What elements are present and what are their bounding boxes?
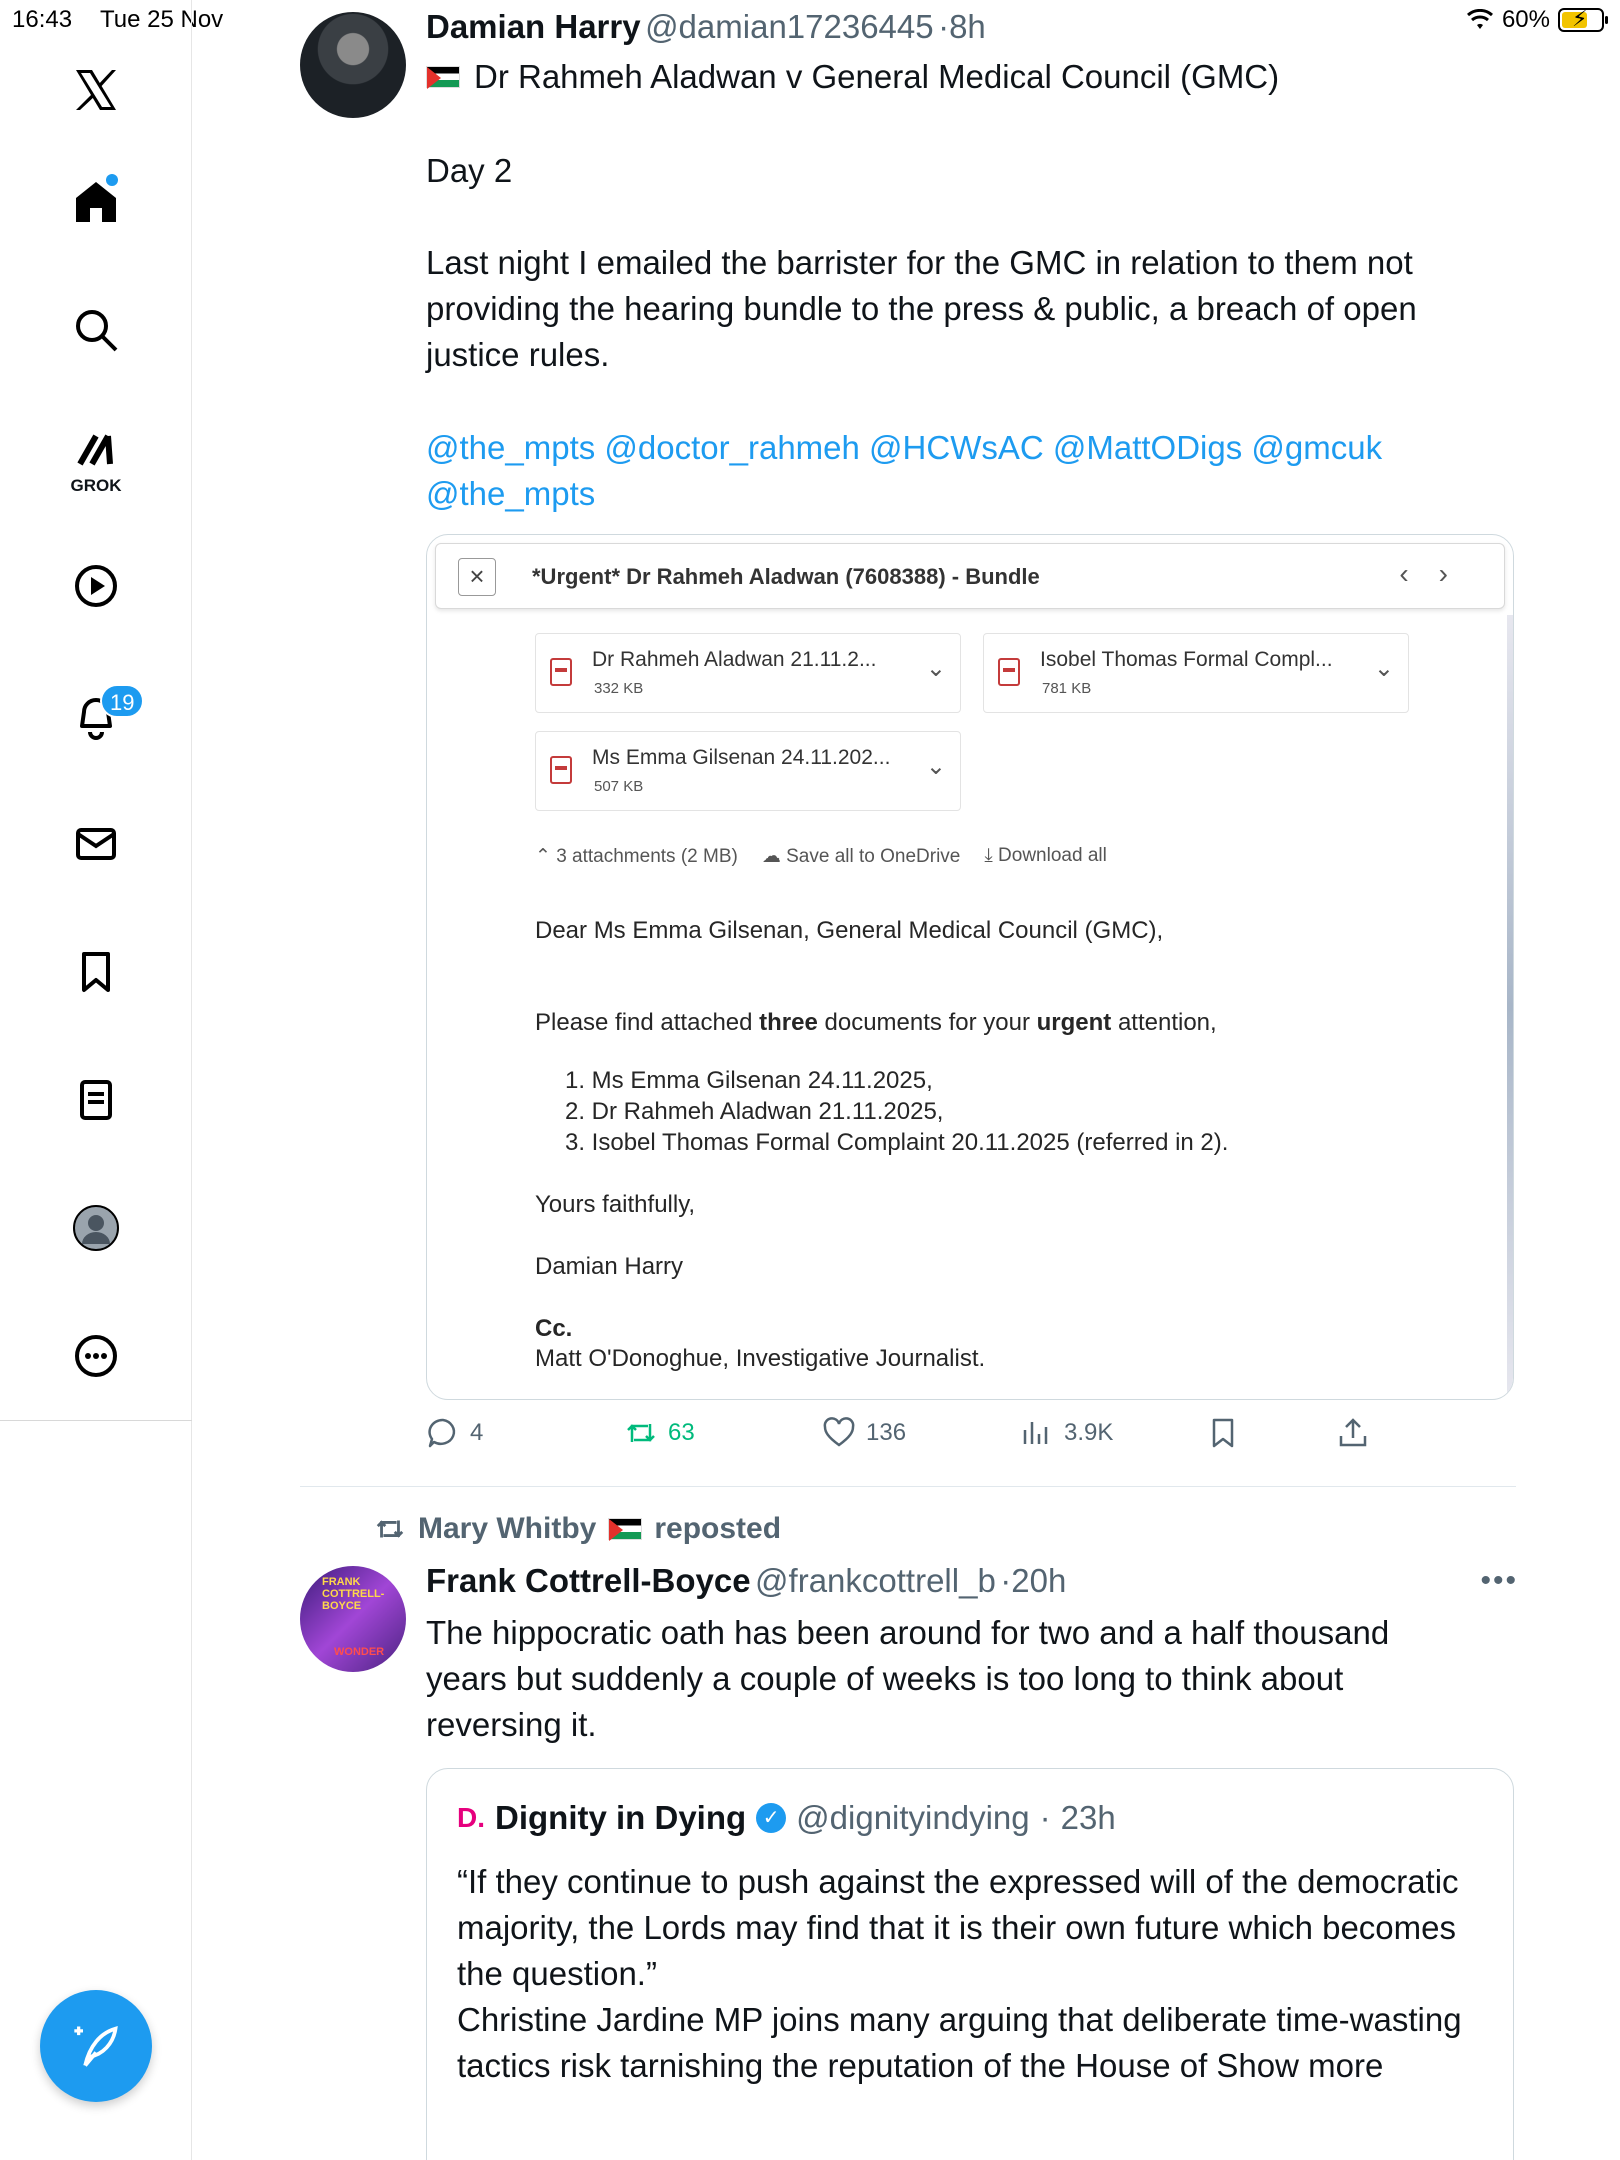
attachment-name: Dr Rahmeh Aladwan 21.11.2... — [592, 648, 877, 671]
download-all: ⤓ Download all — [984, 845, 1107, 866]
email-cc-label: Cc. — [535, 1315, 573, 1342]
email-header-bar — [435, 543, 1505, 609]
grok-icon[interactable] — [66, 420, 126, 480]
chevron-down-icon: ⌄ — [1373, 655, 1394, 682]
sidebar-divider — [0, 1420, 192, 1421]
tweet-day-line: Day 2 — [426, 152, 513, 189]
views-count: 3.9K — [1064, 1419, 1114, 1446]
tweet-separator — [300, 1486, 1516, 1487]
email-signature: Damian Harry — [535, 1253, 684, 1280]
status-date: Tue 25 Nov — [100, 6, 224, 33]
email-greeting: Dear Ms Emma Gilsenan, General Medical Council (GMC), — [535, 917, 1164, 944]
video-play-icon[interactable] — [66, 556, 126, 616]
grok-label: GROK — [70, 476, 122, 495]
bookmarks-icon[interactable] — [66, 942, 126, 1002]
tweet-age[interactable]: 8h — [949, 8, 986, 45]
attachment-size: 507 KB — [594, 778, 644, 795]
more-options-icon[interactable] — [66, 1326, 126, 1386]
battery-percent: 60% — [1501, 6, 1550, 33]
tweet-header — [426, 1562, 1066, 1600]
list-item: 2. Dr Rahmeh Aladwan 21.11.2025, — [565, 1098, 944, 1125]
compose-post-button[interactable] — [40, 1990, 152, 2102]
pdf-file-icon — [998, 658, 1020, 686]
author-name[interactable]: Frank Cottrell-Boyce — [426, 1562, 751, 1599]
attachments-summary: ⌃ 3 attachments (2 MB) — [535, 846, 738, 867]
quoted-tweet-age: 23h — [1060, 1799, 1116, 1836]
search-icon[interactable] — [66, 300, 126, 360]
attachment-size: 781 KB — [1042, 680, 1092, 697]
like-count: 136 — [866, 1419, 907, 1446]
more-options-icon[interactable]: ••• — [1480, 1564, 1518, 1597]
reply-count: 4 — [470, 1419, 484, 1446]
tweet-subject-line — [426, 58, 1279, 96]
author-name[interactable]: Damian Harry — [426, 8, 641, 45]
messages-mail-icon[interactable] — [66, 814, 126, 874]
email-attachment — [535, 731, 961, 811]
author-handle[interactable]: @damian17236445 — [645, 8, 934, 45]
views-button[interactable] — [1020, 1416, 1113, 1450]
tweet-paragraph: Last night I emailed the barrister for the GMC in relation to them not providing the hearing bundle to the press & public, a breach of open justice rules. — [426, 244, 1417, 373]
email-document-list — [565, 1065, 1228, 1158]
repost-icon — [374, 1513, 406, 1545]
battery-icon: ⚡ — [1558, 8, 1604, 32]
bookmark-button[interactable] — [1206, 1416, 1240, 1450]
list-item: 3. Isobel Thomas Formal Complaint 20.11.2025 (referred in 2). — [565, 1129, 1229, 1156]
dot-separator: · — [1000, 1562, 1012, 1599]
x-logo-svg — [72, 66, 120, 114]
email-cc-value: Matt O'Donoghue, Investigative Journalist. — [535, 1345, 986, 1372]
share-upload-icon — [1336, 1416, 1370, 1450]
avatar[interactable] — [300, 1566, 406, 1672]
tweet-mentions[interactable]: @the_mpts @doctor_rahmeh @HCWsAC @MattODigs @gmcuk — [426, 429, 1383, 466]
repost-button[interactable] — [624, 1416, 695, 1450]
tweet-mentions-2[interactable]: @the_mpts — [426, 475, 596, 512]
bookmark-icon — [1206, 1416, 1240, 1450]
attachments-toolbar — [535, 845, 1107, 868]
dot-separator: · — [938, 8, 950, 45]
like-button[interactable] — [822, 1416, 906, 1450]
email-subject: *Urgent* Dr Rahmeh Aladwan (7608388) - Bundle — [532, 564, 1040, 589]
repost-icon — [624, 1416, 658, 1450]
sidebar — [0, 0, 192, 2160]
tweet-image-email-screenshot[interactable] — [426, 534, 1514, 1400]
dot-separator: · — [1039, 1799, 1051, 1836]
email-close-icon: × — [458, 558, 496, 596]
palestine-flag-icon — [426, 66, 460, 88]
attachment-name: Ms Emma Gilsenan 24.11.202... — [592, 746, 891, 769]
tweet-text: The hippocratic oath has been around for two and a half thousand years but suddenly a couple of weeks is too long to think about reversing it. — [426, 1614, 1390, 1743]
x-logo-icon[interactable] — [66, 60, 126, 120]
quoted-text-body: Christine Jardine MP joins many arguing that deliberate time-wasting tactics risk tarnishing the reputation of the House of Show more — [457, 2001, 1462, 2084]
pdf-file-icon — [550, 756, 572, 784]
email-attachment — [983, 633, 1409, 713]
avatar[interactable] — [300, 12, 406, 118]
attachment-size: 332 KB — [594, 680, 644, 697]
reposted-by-line — [374, 1512, 781, 1546]
home-unread-dot — [106, 174, 118, 186]
quoted-tweet-text — [457, 1859, 1497, 2089]
profile-avatar-icon[interactable] — [66, 1198, 126, 1258]
reposted-by-name[interactable]: Mary Whitby — [418, 1512, 597, 1545]
image-edge-decoration — [1507, 615, 1513, 1399]
attachment-name: Isobel Thomas Formal Compl... — [1040, 648, 1333, 671]
compose-feather-icon — [70, 2020, 122, 2072]
notifications-badge: 19 — [100, 684, 144, 718]
quoted-tweet-header — [457, 1799, 1116, 1837]
timeline — [192, 0, 1620, 2160]
author-handle[interactable]: @frankcottrell_b — [755, 1562, 996, 1599]
views-bar-chart-icon — [1020, 1416, 1054, 1450]
pdf-file-icon — [550, 658, 572, 686]
tweet-header — [426, 8, 986, 46]
quoted-tweet[interactable] — [426, 1768, 1514, 2160]
list-item: 1. Ms Emma Gilsenan 24.11.2025, — [565, 1067, 933, 1094]
status-time: 16:43 — [12, 6, 73, 33]
lists-icon[interactable] — [66, 1070, 126, 1130]
tweet-age[interactable]: 20h — [1011, 1562, 1067, 1599]
avatar-logo-text: WONDER — [334, 1646, 385, 1658]
chevron-down-icon: ⌄ — [925, 655, 946, 682]
email-signoff: Yours faithfully, — [535, 1191, 696, 1218]
verified-badge-icon: ✓ — [756, 1803, 786, 1833]
reply-button[interactable] — [426, 1416, 483, 1450]
email-nav-arrows-icon: ‹› — [1399, 558, 1478, 589]
avatar-logo-text: FRANK COTTRELL-BOYCE — [322, 1576, 385, 1612]
palestine-flag-icon — [608, 1518, 642, 1540]
reply-icon — [426, 1416, 460, 1450]
save-onedrive: ☁ Save all to OneDrive — [761, 846, 961, 867]
dignity-in-dying-logo: D. — [457, 1802, 485, 1833]
tweet-actions — [426, 1416, 1546, 1460]
quoted-author-name: Dignity in Dying — [495, 1799, 747, 1836]
chevron-down-icon: ⌄ — [925, 753, 946, 780]
share-button[interactable] — [1336, 1416, 1370, 1450]
email-intro: Please find attached three documents for your urgent attention, — [535, 1009, 1217, 1036]
repost-count: 63 — [668, 1419, 695, 1446]
quoted-text-quote: “If they continue to push against the expressed will of the democratic majority, the Lords may find that it is their own future which becomes the question.” — [457, 1863, 1459, 1992]
tweet-subject: Dr Rahmeh Aladwan v General Medical Council (GMC) — [474, 58, 1280, 95]
email-attachment — [535, 633, 961, 713]
heart-icon — [822, 1416, 856, 1450]
reposted-label: reposted — [654, 1512, 782, 1545]
quoted-author-handle: @dignityindying — [796, 1799, 1030, 1836]
